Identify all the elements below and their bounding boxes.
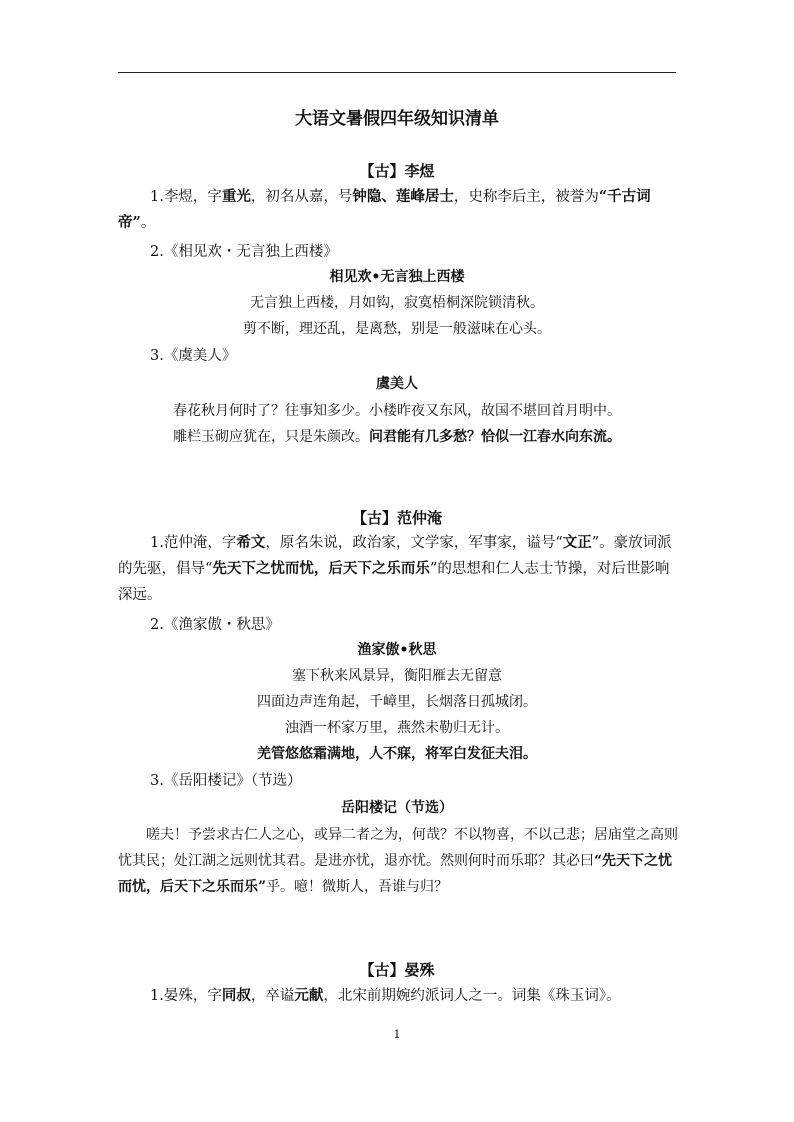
yan-shu-bio <box>118 983 678 1009</box>
prose-text: 乎。噫！微斯人，吾谁与归？ <box>266 879 449 895</box>
fan-poem2-item: 3.《岳阳楼记》（节选） <box>150 773 302 789</box>
bio-highlight: “千古词帝” <box>118 188 651 231</box>
li-yu-poem2-item: 3.《虞美人》 <box>150 348 237 364</box>
bio-text: ，原名朱说，政治家，文学家，军事家，谥号“ <box>265 535 563 551</box>
bio-highlight: 希文 <box>236 534 266 551</box>
bio-text: 。 <box>140 215 156 231</box>
bio-text: ，北宋前期婉约派词人之一。词集《珠玉词》。 <box>323 988 621 1004</box>
bio-text: ，初名从嘉，号 <box>250 189 353 205</box>
bio-highlight: 先天下之忧而忧，后天下之乐而乐 <box>212 560 430 577</box>
poem-highlight: 问君能有几多愁？恰似一江春水向东流。 <box>369 429 621 445</box>
bio-text: 1.范仲淹，字 <box>150 535 237 551</box>
bio-text: 1.晏殊，字 <box>150 988 222 1004</box>
poem-line: 四面边声连角起，千嶂里，长烟落日孤城闭。 <box>257 694 537 710</box>
section-header-yan-shu: 【古】晏殊 <box>359 961 435 979</box>
page-number: 1 <box>393 1028 401 1041</box>
bio-highlight: 钟隐、莲峰居士 <box>352 188 454 205</box>
prose-text: 嗟夫！予尝求古仁人之心，或异二者之为，何哉？不以物喜，不以己悲；居庙堂之高则忧其民；处江湖之远则忧其君。是进亦忧，退亦忧。然则何时而乐耶？其必曰 <box>118 827 678 869</box>
section-header-li-yu: 【古】李煜 <box>359 162 435 180</box>
fan-poem1-item: 2.《渔家傲・秋思》 <box>150 617 280 633</box>
poem-line: 剪不断，理还乱，是离愁，别是一般滋味在心头。 <box>243 321 551 337</box>
poem-title: 相见欢•无言独上西楼 <box>329 269 465 285</box>
header-rule <box>118 72 676 73</box>
bio-text: ，史称李后主，被誉为 <box>453 189 599 205</box>
bio-text: ”。豪放词派的先驱，倡导“ <box>118 535 672 577</box>
poem-line <box>0 426 794 446</box>
poem-title: 岳阳楼记（节选） <box>341 800 453 816</box>
li-yu-poem1-item: 2.《相见欢・无言独上西楼》 <box>150 244 338 260</box>
section-header-fan-zhongyan: 【古】范仲淹 <box>351 509 442 527</box>
poem-line: 无言独上西楼，月如钩，寂寞梧桐深院锁清秋。 <box>250 295 544 311</box>
bio-highlight: 元献 <box>294 987 324 1004</box>
poem-line: 春花秋月何时了？往事知多少。小楼昨夜又东风，故国不堪回首月明中。 <box>173 403 621 419</box>
yueyanglou-text <box>118 822 678 900</box>
bio-highlight: 文正 <box>562 534 592 551</box>
bio-text: ，卒谥 <box>250 988 295 1004</box>
bio-text: ”的思想和仁人志士节操，对后世影响深远。 <box>118 561 670 603</box>
poem-line: 浊酒一杯家万里，燕然未勒归无计。 <box>285 720 509 736</box>
document-title: 大语文暑假四年级知识清单 <box>295 109 499 129</box>
poem-line-bold: 羌管悠悠霜满地，人不寐，将军白发征夫泪。 <box>257 746 537 762</box>
prose-highlight: “先天下之忧而忧，后天下之乐而乐” <box>118 853 673 895</box>
fan-zhongyan-bio <box>118 530 678 608</box>
bio-highlight: 同叔 <box>221 987 251 1004</box>
li-yu-bio <box>118 184 678 236</box>
poem-line: 塞下秋来风景异，衡阳雁去无留意 <box>292 668 502 684</box>
poem-title: 渔家傲•秋思 <box>357 642 437 658</box>
poem-text: 雕栏玉砌应犹在，只是朱颜改。 <box>173 429 369 445</box>
bio-text: 1.李煜，字 <box>150 189 222 205</box>
poem-title: 虞美人 <box>376 376 418 392</box>
bio-highlight: 重光 <box>221 188 251 205</box>
